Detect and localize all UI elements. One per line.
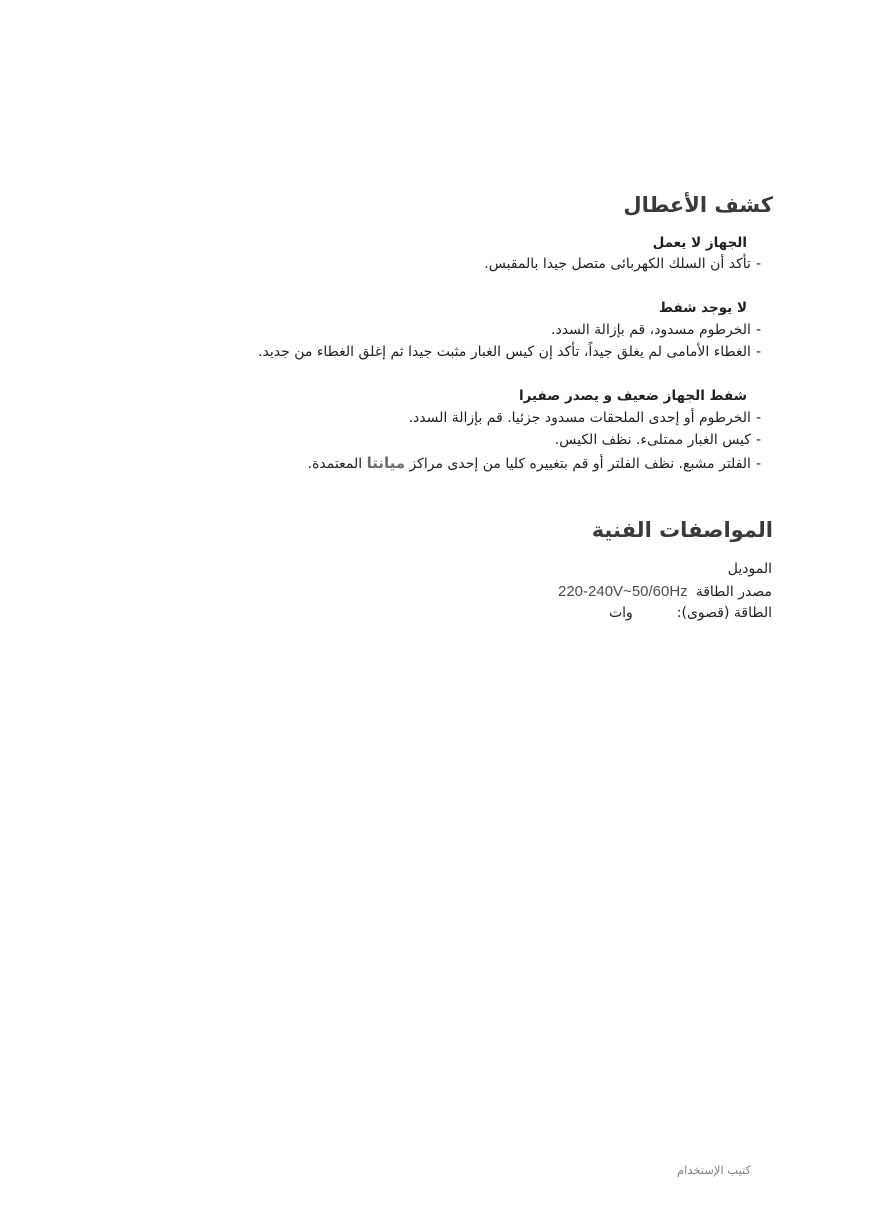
bullet-dash: -	[755, 322, 761, 338]
spec-model-label: الموديل	[727, 561, 772, 577]
solution-text: الخرطوم مسدود، قم بإزالة السدد.	[551, 322, 751, 338]
specifications-title: المواصفات الفنية	[591, 518, 773, 542]
problem-heading-not-working: الجهاز لا يعمل	[652, 235, 747, 251]
solution-item	[551, 322, 761, 338]
spec-model-row	[728, 561, 772, 577]
bullet-dash: -	[755, 456, 761, 472]
solution-text: كيس الغبار ممتلىء. نظف الكيس.	[554, 432, 751, 448]
spec-max-power-label: الطاقة (قصوى):	[676, 605, 772, 621]
spec-power-source-value: 220-240V~50/60Hz	[558, 583, 688, 600]
bullet-dash: -	[755, 256, 761, 272]
solution-text: تأكد أن السلك الكهربائى متصل جيدا بالمقبس.	[484, 256, 751, 272]
solution-item	[484, 256, 761, 272]
footer-label: كتيب الإستخدام	[677, 1163, 751, 1177]
bullet-dash: -	[755, 432, 761, 448]
solution-item	[555, 432, 761, 448]
solution-text: الغطاء الأمامى لم يغلق جيداً، تأكد إن كيس الغبار مثبت جيدا ثم إغلق الغطاء من جديد.	[258, 344, 751, 360]
solution-text: الخرطوم أو إحدى الملحقات مسدود جزئيا. قم بإزالة السدد.	[408, 410, 751, 426]
spec-max-power-unit: وات	[608, 605, 633, 621]
troubleshooting-title: كشف الأعطال	[623, 193, 773, 217]
spec-power-source-label: مصدر الطاقة	[695, 584, 772, 600]
problem-heading-weak-suction: شفط الجهاز ضعيف و يصدر صفيرا	[518, 388, 747, 404]
problem-heading-no-suction: لا يوجد شفط	[659, 300, 747, 316]
brand-name: ميانتا	[366, 454, 405, 472]
bullet-dash: -	[755, 344, 761, 360]
spec-power-source-row	[558, 583, 772, 600]
solution-text-end: المعتمدة.	[307, 456, 363, 472]
spec-max-power-row	[609, 605, 772, 621]
solution-item	[258, 344, 761, 360]
solution-text: الفلتر مشبع. نظف الفلتر أو قم بتغييره كليا من إحدى مراكز	[409, 456, 751, 472]
solution-item	[409, 410, 761, 426]
bullet-dash: -	[755, 410, 761, 426]
solution-item	[308, 454, 761, 472]
